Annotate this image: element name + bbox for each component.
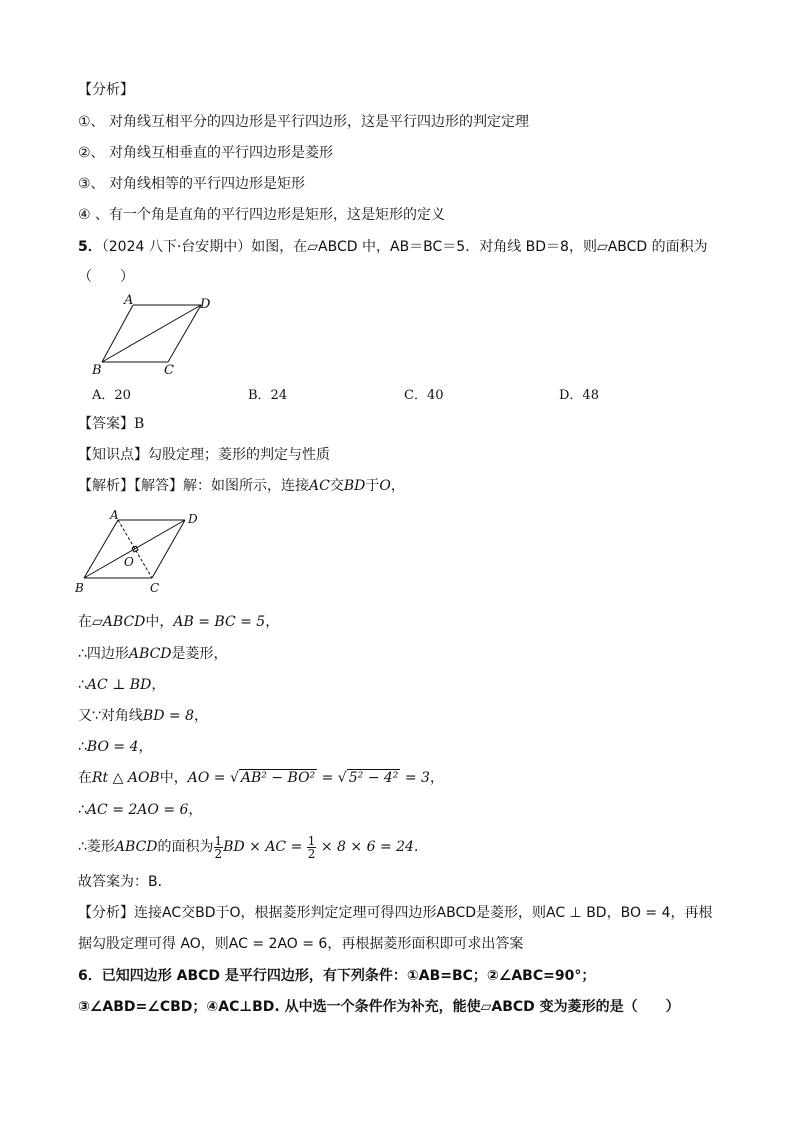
knowledge-text: 勾股定理；菱形的判定与性质: [148, 447, 330, 463]
answer-line: [78, 414, 144, 434]
s8-pre: ∴菱形: [78, 839, 115, 855]
s2-pre: ∴四边形: [78, 646, 129, 662]
s7-m: AC = 2AO = 6: [86, 802, 189, 818]
sol-mid: 交: [329, 478, 344, 494]
q5-stem: 如图，在▱ABCD 中，AB＝BC＝5．对角线 BD＝8，则▱ABCD 的面积为: [251, 239, 708, 255]
sol-tail: ，: [390, 478, 405, 494]
s8-frac-2: [307, 835, 317, 860]
step-8: [78, 832, 428, 862]
q5-figure-parallelogram: [88, 294, 228, 376]
step-4: [78, 706, 208, 726]
option-d[interactable]: D．48: [559, 388, 599, 403]
sol-end: 于: [365, 478, 380, 494]
q5-stem-line: [78, 237, 708, 257]
solution-intro: [78, 476, 405, 496]
knowledge-label: 【知识点】: [78, 447, 148, 463]
step-2: [78, 644, 228, 664]
q5-number: 5．: [78, 239, 102, 255]
s7-end: ，: [188, 802, 203, 818]
q5-figure-solution: [72, 506, 212, 598]
q6-line-1: 6．已知四边形 ABCD 是平行四边形，有下列条件：①AB=BC；②∠ABC=90°；: [78, 968, 596, 984]
s6-m: Rt △ AOB: [92, 770, 160, 786]
s6-pre: 在: [78, 770, 92, 786]
solution-intro-text: 解：如图所示，连接: [183, 478, 309, 494]
s8-m: ABCD: [114, 839, 158, 855]
s2-end: 是菱形，: [171, 646, 228, 662]
fig1-label-c: C: [164, 363, 174, 376]
s4-pre: 又∵对角线: [78, 708, 143, 724]
analysis-item-2: ②、 对角线互相垂直的平行四边形是菱形: [78, 145, 333, 161]
s8-frac-1: [214, 835, 224, 860]
s2-m: ABCD: [128, 646, 172, 662]
sol-ac: AC: [309, 478, 330, 494]
s6-sqrt1: AB² − BO²: [240, 770, 316, 786]
fig2-label-b: B: [75, 581, 84, 595]
step-3: [78, 675, 165, 695]
solution-label: 【解析】【解答】: [78, 478, 183, 494]
s1-pre: 在▱: [78, 614, 103, 630]
s7-pre: ∴: [78, 802, 87, 818]
s3-pre: ∴: [78, 677, 87, 693]
fig2-label-o: O: [124, 555, 134, 569]
step-1: [78, 612, 279, 632]
s8-mid: 的面积为: [157, 839, 214, 855]
s8-m3: × 8 × 6 = 24: [320, 839, 414, 855]
q5-source: （2024 八下·台安期中）: [101, 239, 252, 255]
s1-m: ABCD: [102, 614, 146, 630]
step-6: 在Rt △ AOB中，AO = √ AB² − BO² = √ 5² − 4² = 3，: [78, 770, 444, 786]
fig1-label-a: A: [124, 294, 134, 308]
step-7: [78, 800, 202, 820]
fig2-label-d: D: [188, 512, 198, 526]
analysis-heading: 【分析】: [78, 82, 134, 98]
analysis-line-2: 据勾股定理可得 AO，则AC = 2AO = 6，再根据菱形面积即可求出答案: [78, 936, 524, 952]
s3-end: ，: [151, 677, 166, 693]
fig1-label-d: D: [200, 297, 211, 312]
s1-eq: AB = BC = 5: [173, 614, 266, 630]
s6-mid: 中，: [159, 770, 188, 786]
s4-m: BD = 8: [142, 708, 194, 724]
s8-frac-1-num: 1: [214, 833, 223, 848]
analysis-item-4: ④ 、有一个角是直角的平行四边形是矩形，这是矩形的定义: [78, 207, 445, 223]
s1-end: ，: [265, 614, 280, 630]
sol-o: O: [379, 478, 391, 494]
s6-eq: =: [321, 770, 334, 786]
s5-m: BO = 4: [86, 739, 139, 755]
s8-m2: BD × AC =: [223, 839, 303, 855]
s5-pre: ∴: [78, 739, 87, 755]
s1-mid: 中，: [145, 614, 174, 630]
analysis-line-1: [78, 903, 713, 923]
option-b[interactable]: B．24: [248, 388, 288, 403]
answer-value: B: [134, 416, 145, 432]
s6-sqrt2: 5² − 4²: [348, 770, 399, 786]
s5-end: ，: [138, 739, 153, 755]
step-5: [78, 737, 153, 757]
s8-frac-2-num: 1: [307, 833, 316, 848]
q5-blank: （ ）: [78, 269, 134, 285]
s6-res: = 3: [404, 770, 430, 786]
sol-bd: BD: [343, 478, 366, 494]
conclusion: 故答案为：B．: [78, 874, 172, 890]
q5-analysis-label: 【分析】: [78, 905, 134, 921]
q5-analysis-text-1: 连接AC交BD于O，根据菱形判定定理可得四边形ABCD是菱形，则AC ⊥ BD，BO = 4，再根: [134, 905, 713, 921]
s6-end: ，: [429, 770, 444, 786]
s8-frac-2-den: 2: [307, 846, 316, 861]
answer-label: 【答案】: [78, 416, 134, 432]
analysis-item-1: ①、 对角线互相平分的四边形是平行四边形，这是平行四边形的判定定理: [78, 114, 529, 130]
fig2-label-a: A: [110, 508, 119, 522]
knowledge-line: [78, 445, 330, 465]
q6-line-2: ③∠ABD=∠CBD；④AC⊥BD. 从中选一个条件作为补充，能使▱ABCD 变为菱形的是（ ）: [78, 999, 680, 1015]
option-c[interactable]: C．40: [404, 388, 444, 403]
s6-m2: AO =: [187, 770, 226, 786]
fig1-label-b: B: [92, 363, 102, 376]
s4-end: ，: [193, 708, 208, 724]
s3-m: AC ⊥ BD: [86, 677, 152, 693]
fig2-label-c: C: [150, 581, 160, 595]
s8-frac-1-den: 2: [214, 846, 223, 861]
analysis-item-3: ③、 对角线相等的平行四边形是矩形: [78, 176, 306, 192]
option-a[interactable]: A．20: [92, 388, 131, 403]
s8-end: ．: [413, 839, 428, 855]
